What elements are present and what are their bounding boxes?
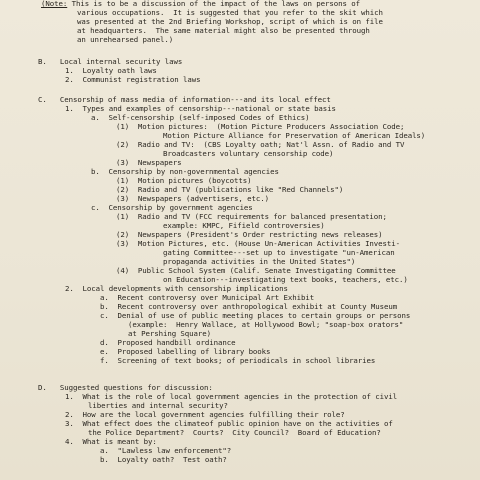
section-d-line-9: b. Loyalty oath? Test oath? xyxy=(100,455,227,464)
section-c-line-4: (1) Motion pictures: (Motion Picture Producers Association Code; xyxy=(116,122,405,131)
section-d-line-4: 2. How are the local government agencies fulfilling their role? xyxy=(65,410,345,419)
note-line-2: various occupations. It is suggested that you refer to the skit which xyxy=(77,8,383,17)
section-c-line-26: (example: Henry Wallace, at Hollywood Bowl; "soap-box orators" xyxy=(128,320,404,329)
note-line-3: was presented at the 2nd Briefing Workshop, script of which is on file xyxy=(77,17,383,26)
section-c-line-25: c. Denial of use of public meeting places to certain groups or persons xyxy=(100,311,411,320)
section-d-heading: D. Suggested questions for discussion: xyxy=(38,383,213,392)
section-c-line-14: (1) Radio and TV (FCC requirements for balanced presentation; xyxy=(116,212,387,221)
note-label: (Note: xyxy=(41,0,68,8)
section-b-item-2: 2. Communist registration laws xyxy=(65,75,201,84)
section-c-line-24: b. Recent controversy over anthropological exhibit at County Museum xyxy=(100,302,398,311)
section-c-line-27: at Pershing Square) xyxy=(128,329,212,338)
section-d-line-6: the Police Department? Courts? City Council? Board of Education? xyxy=(88,428,381,437)
section-d-line-2: 1. What is the role of local government agencies in the protection of civil xyxy=(65,392,398,401)
section-d-line-8: a. "Lawless law enforcement"? xyxy=(100,446,232,455)
section-c-line-17: (3) Motion Pictures, etc. (House Un-American Activities Investi- xyxy=(116,239,401,248)
section-c-line-12: (3) Newspapers (advertisers, etc.) xyxy=(116,194,269,203)
section-c-line-16: (2) Newspapers (President's Order restricting news releases) xyxy=(116,230,383,239)
section-c-line-6: (2) Radio and TV: (CBS Loyalty oath; Nat'l Assn. of Radio and TV xyxy=(116,140,405,149)
section-c-line-28: d. Proposed handbill ordinance xyxy=(100,338,236,347)
section-c-heading: C. Censorship of mass media of information---and its local effect xyxy=(38,95,331,104)
section-c-line-29: e. Proposed labelling of library books xyxy=(100,347,271,356)
section-b-heading: B. Local internal security laws xyxy=(38,57,183,66)
section-c-line-5: Motion Picture Alliance for Preservation of American Ideals) xyxy=(163,131,426,140)
section-c-line-13: c. Censorship by government agencies xyxy=(91,203,253,212)
section-c-line-22: 2. Local developments with censorship implications xyxy=(65,284,288,293)
section-c-line-8: (3) Newspapers xyxy=(116,158,182,167)
section-c-line-10: (1) Motion pictures (boycotts) xyxy=(116,176,252,185)
section-d-line-5: 3. What effect does the climateof public opinion have on the activities of xyxy=(65,419,393,428)
section-c-line-15: example: KMPC, Fifield controversies) xyxy=(163,221,325,230)
section-c-line-19: propaganda activities in the United States") xyxy=(163,257,356,266)
note-line-4: at headquarters. The same material might also be presented through xyxy=(77,26,370,35)
section-c-line-30: f. Screening of text books; of periodicals in school libraries xyxy=(100,356,376,365)
section-c-line-11: (2) Radio and TV (publications like "Red Channels") xyxy=(116,185,344,194)
section-c-line-20: (4) Public School System (Calif. Senate Investigating Committee xyxy=(116,266,396,275)
note-line-5: an unrehearsed panel.) xyxy=(77,35,174,44)
section-c-line-7: Broadcasters voluntary censorship code) xyxy=(163,149,334,158)
section-c-line-21: on Education---investigating text books, teachers, etc.) xyxy=(163,275,408,284)
note-line-1: (Note: This is to be a discussion of the impact of the laws on persons of xyxy=(41,0,360,8)
section-c-line-18: gating Committee---set up to investigate "un-American xyxy=(163,248,395,257)
section-b-item-1: 1. Loyalty oath laws xyxy=(65,66,157,75)
section-c-line-2: 1. Types and examples of censorship---national or state basis xyxy=(65,104,336,113)
section-d-line-7: 4. What is meant by: xyxy=(65,437,157,446)
section-c-line-23: a. Recent controversy over Municipal Art Exhibit xyxy=(100,293,315,302)
section-d-line-3: liberties and internal security? xyxy=(88,401,228,410)
section-c-line-9: b. Censorship by non-governmental agencies xyxy=(91,167,279,176)
section-c-line-3: a. Self-censorship (self-imposed Codes of Ethics) xyxy=(91,113,310,122)
